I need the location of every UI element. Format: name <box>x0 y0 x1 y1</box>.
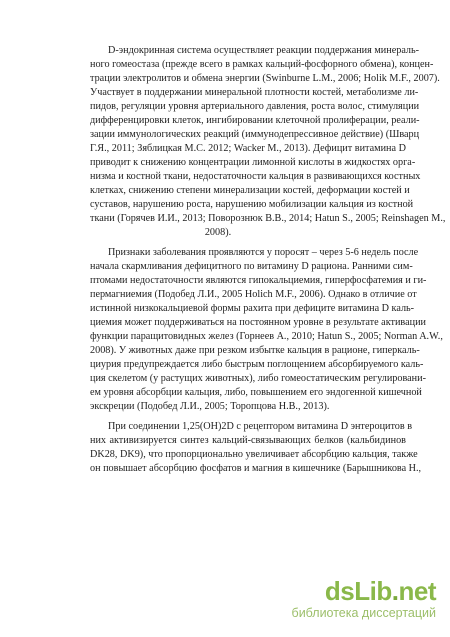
text-line: 2008). <box>204 227 232 238</box>
text-line: низма и костной ткани, недостаточности кальция в развивающихся костных <box>90 171 421 182</box>
text-line: экскреции (Подобед Л.И., 2005; Торопцова Н.В., 2013). <box>90 401 330 412</box>
text-line: Участвует в поддержании минеральной плотности костей, метаболизме ли- <box>90 87 419 98</box>
text-line: начала скармливания дефицитного по витамину D рациона. Ранними сим- <box>90 261 413 272</box>
text-line: 2008). У животных даже при резком избытке кальция в рационе, гиперкаль- <box>90 345 420 356</box>
text-line: циурия предупреждается либо быстрым поглощением абсорбируемого каль- <box>90 359 424 370</box>
text-line: Г.Я., 2011; Зяблицкая М.С. 2012; Wacker M., 2013). Дефицит витамина D <box>90 143 406 154</box>
text-line: суставов, нарушению роста, нарушению мобилизации кальция из костной <box>90 199 414 210</box>
logo-dot: . <box>391 576 399 606</box>
text-line: трации электролитов и обмена энергии (Swinburne L.M., 2006; Holik M.F., 2007). <box>90 73 440 84</box>
watermark-subtitle: библиотека диссертаций <box>291 606 436 620</box>
text-line: DK28, DK9), что пропорционально увеличивает абсорбцию кальция, также <box>90 449 418 460</box>
text-line: он повышает абсорбцию фосфатов и магния в кишечнике (Барышникова Н., <box>90 463 422 474</box>
text-line: пермагниемия (Подобед Л.И., 2005 Holich M.F., 2006). Однако в отличие от <box>90 289 417 300</box>
text-line: клетках, снижению степени минерализации костей, деформации костей и <box>90 185 410 196</box>
text-line: дифференцировки клеток, ингибировании клеточной пролиферации, реали- <box>90 115 420 126</box>
text-line: ем уровня абсорбции кальция, либо, повышением его эндогенной кишечной <box>90 387 422 398</box>
text-line: зации иммунологических реакций (иммунодепрессивное действие) (Шварц <box>90 129 420 140</box>
logo-main: dsLib <box>324 576 392 606</box>
text-line: ного гомеостаза (прежде всего в рамках кальций-фосфорного обмена), концен- <box>90 59 434 70</box>
dslib-logo <box>325 577 436 605</box>
text-line: циемия может поддерживаться на постоянном уровне в результате активации <box>90 317 426 328</box>
text-line: При соединении 1,25(OH)2D с рецептором витамина D энтероцитов в <box>108 421 413 432</box>
text-line: D-эндокринная система осуществляет реакции поддержания минераль- <box>108 45 420 56</box>
text-line: них активизируется синтез кальций-связывающих белков (кальбидинов <box>90 435 406 446</box>
text-line: истинной низкокальциевой формы рахита при дефиците витамина D каль- <box>90 303 415 314</box>
text-line: ция скелетом (у растущих животных), либо гомеостатическим регулировани- <box>90 373 426 384</box>
text-line: функции паращитовидных желез (Горнеев А., 2010; Hatun S., 2005; Norman A.W., <box>90 331 443 342</box>
dslib-watermark <box>246 577 436 623</box>
text-line: Признаки заболевания проявляются у поросят – через 5-6 недель после <box>108 247 419 258</box>
text-line: пидов, регуляции уровня артериального давления, роста волос, стимуляции <box>90 101 420 112</box>
text-line: птомами недостаточности являются гипокальциемия, гиперфосфатемия и ги- <box>90 275 427 286</box>
text-line: ткани (Горячев И.И., 2013; Поворознюк В.В., 2014; Hatun S., 2005; Reinshagen M., <box>90 213 446 224</box>
text-line: приводит к снижению концентрации лимонной кислоты в жидкостях орга- <box>90 157 416 168</box>
logo-tld: net <box>398 576 436 606</box>
